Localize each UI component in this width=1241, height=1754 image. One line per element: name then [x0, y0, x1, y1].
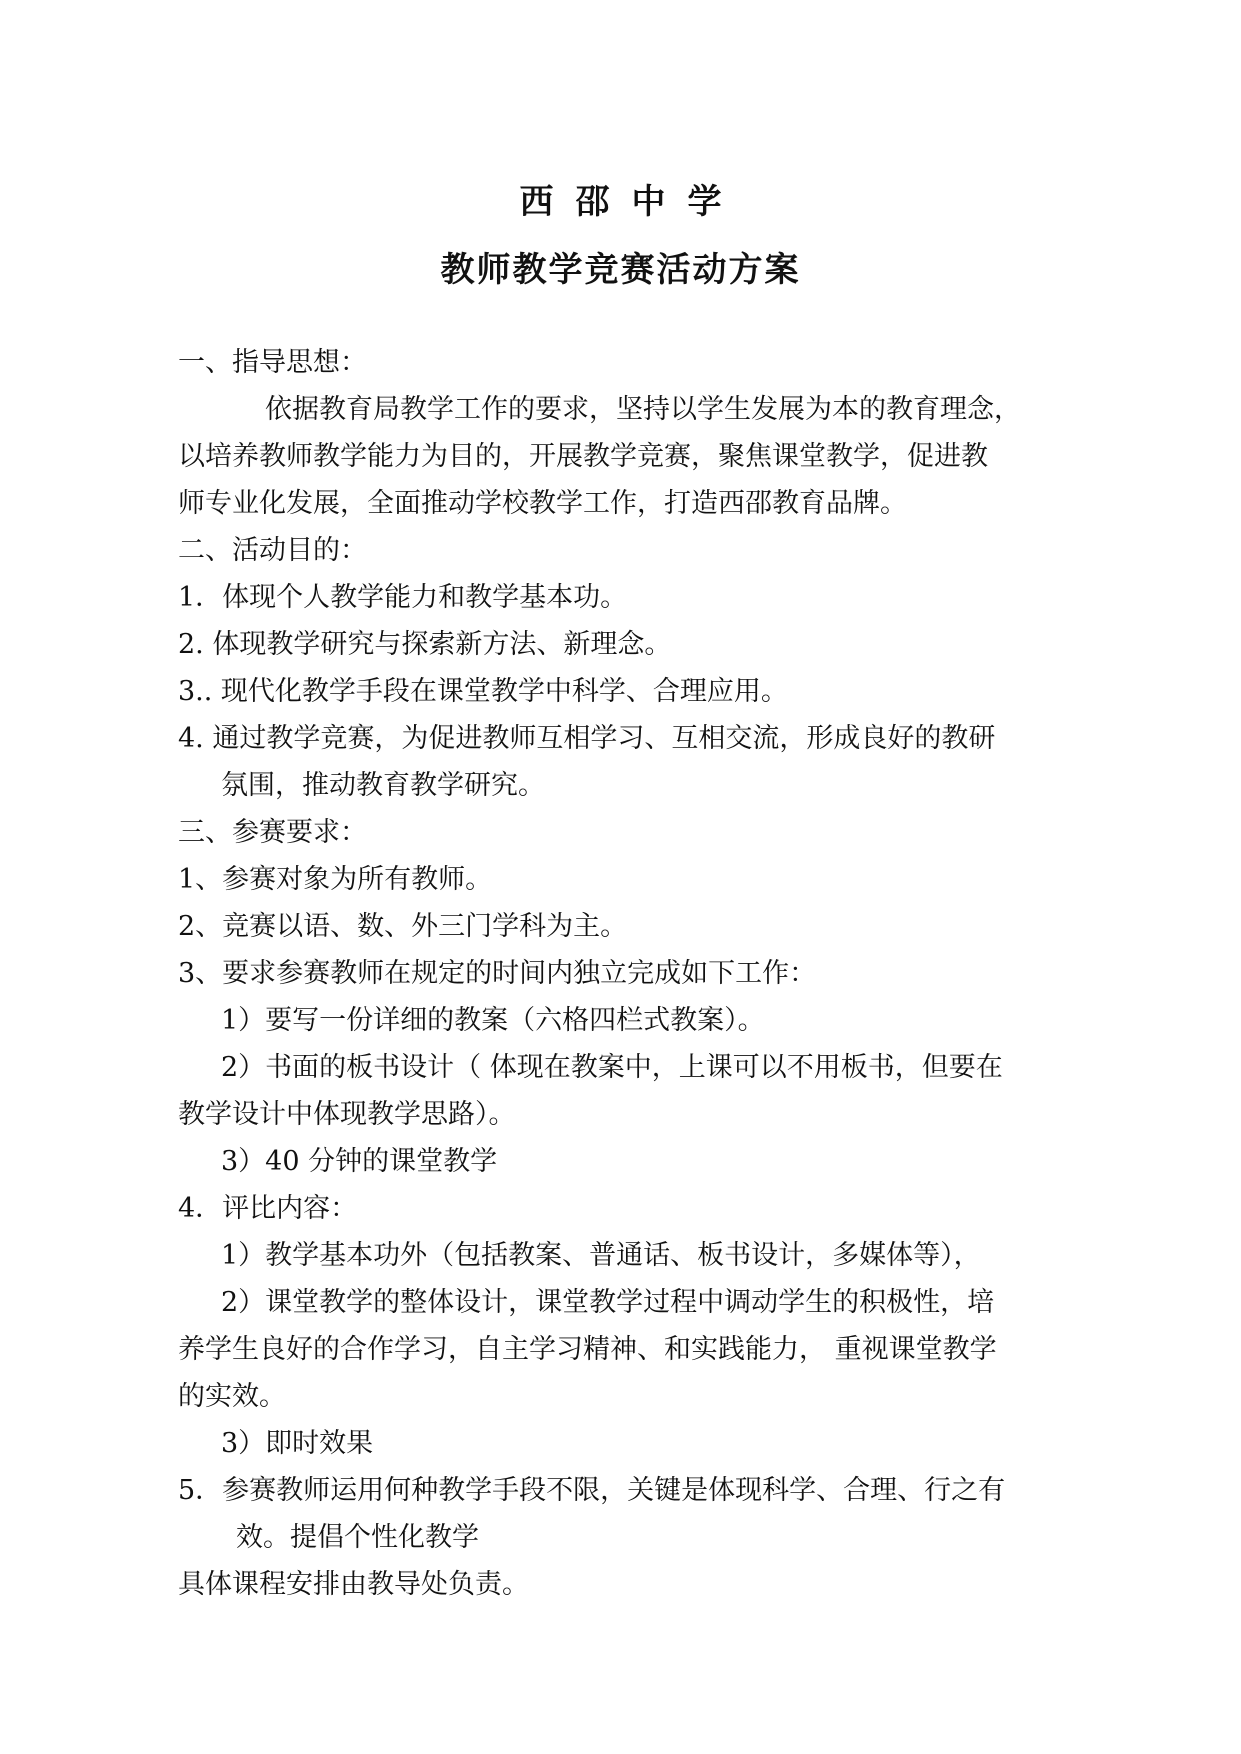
sub-list-item: 1）要写一份详细的教案（六格四栏式教案）。 [221, 1005, 765, 1036]
list-item: 5．参赛教师运用何种教学手段不限，关键是体现科学、合理、行之有 [178, 1475, 1006, 1506]
sub-list-item: 3）即时效果 [221, 1428, 374, 1459]
sub-list-item: 3）40 分钟的课堂教学 [221, 1146, 498, 1177]
list-item: 3.. 现代化教学手段在课堂教学中科学、合理应用。 [178, 676, 788, 707]
sub-list-item-continuation: 教学设计中体现教学思路）。 [178, 1099, 516, 1130]
list-item: 2. 体现教学研究与探索新方法、新理念。 [178, 629, 672, 660]
closing-line: 具体课程安排由教导处负责。 [178, 1569, 529, 1600]
list-item: 4．评比内容： [178, 1193, 358, 1224]
school-title: 西邵中学 [519, 182, 744, 222]
plan-title: 教师教学竞赛活动方案 [440, 250, 801, 290]
list-item: 1、参赛对象为所有教师。 [178, 864, 493, 895]
sub-list-item: 2）书面的板书设计（ 体现在教案中，上课可以不用板书，但要在 [221, 1052, 1003, 1083]
list-item: 2、竞赛以语、数、外三门学科为主。 [178, 911, 628, 942]
section-heading-activity-purpose: 二、活动目的： [178, 535, 367, 566]
paragraph-line: 依据教育局教学工作的要求，坚持以学生发展为本的教育理念， [265, 394, 1021, 425]
list-item: 3、要求参赛教师在规定的时间内独立完成如下工作： [178, 958, 817, 989]
sub-list-item: 2）课堂教学的整体设计，课堂教学过程中调动学生的积极性，培 [221, 1287, 995, 1318]
paragraph-line: 以培养教师教学能力为目的，开展教学竞赛，聚焦课堂教学，促进教 [178, 441, 988, 472]
paragraph-line: 师专业化发展，全面推动学校教学工作，打造西邵教育品牌。 [178, 488, 907, 519]
list-item: 1．体现个人教学能力和教学基本功。 [178, 582, 628, 613]
section-heading-guiding-ideology: 一、指导思想： [178, 347, 367, 378]
list-item: 4. 通过教学竞赛，为促进教师互相学习、互相交流，形成良好的教研 [178, 723, 996, 754]
sub-list-item-continuation: 养学生良好的合作学习，自主学习精神、和实践能力， 重视课堂教学 [178, 1334, 997, 1365]
sub-list-item: 1）教学基本功外（包括教案、普通话、板书设计，多媒体等）， [221, 1240, 981, 1271]
sub-list-item-continuation: 的实效。 [178, 1381, 286, 1412]
list-item-continuation: 效。提倡个性化教学 [236, 1522, 479, 1553]
section-heading-requirements: 三、参赛要求： [178, 817, 367, 848]
list-item-continuation: 氛围，推动教育教学研究。 [221, 770, 545, 801]
